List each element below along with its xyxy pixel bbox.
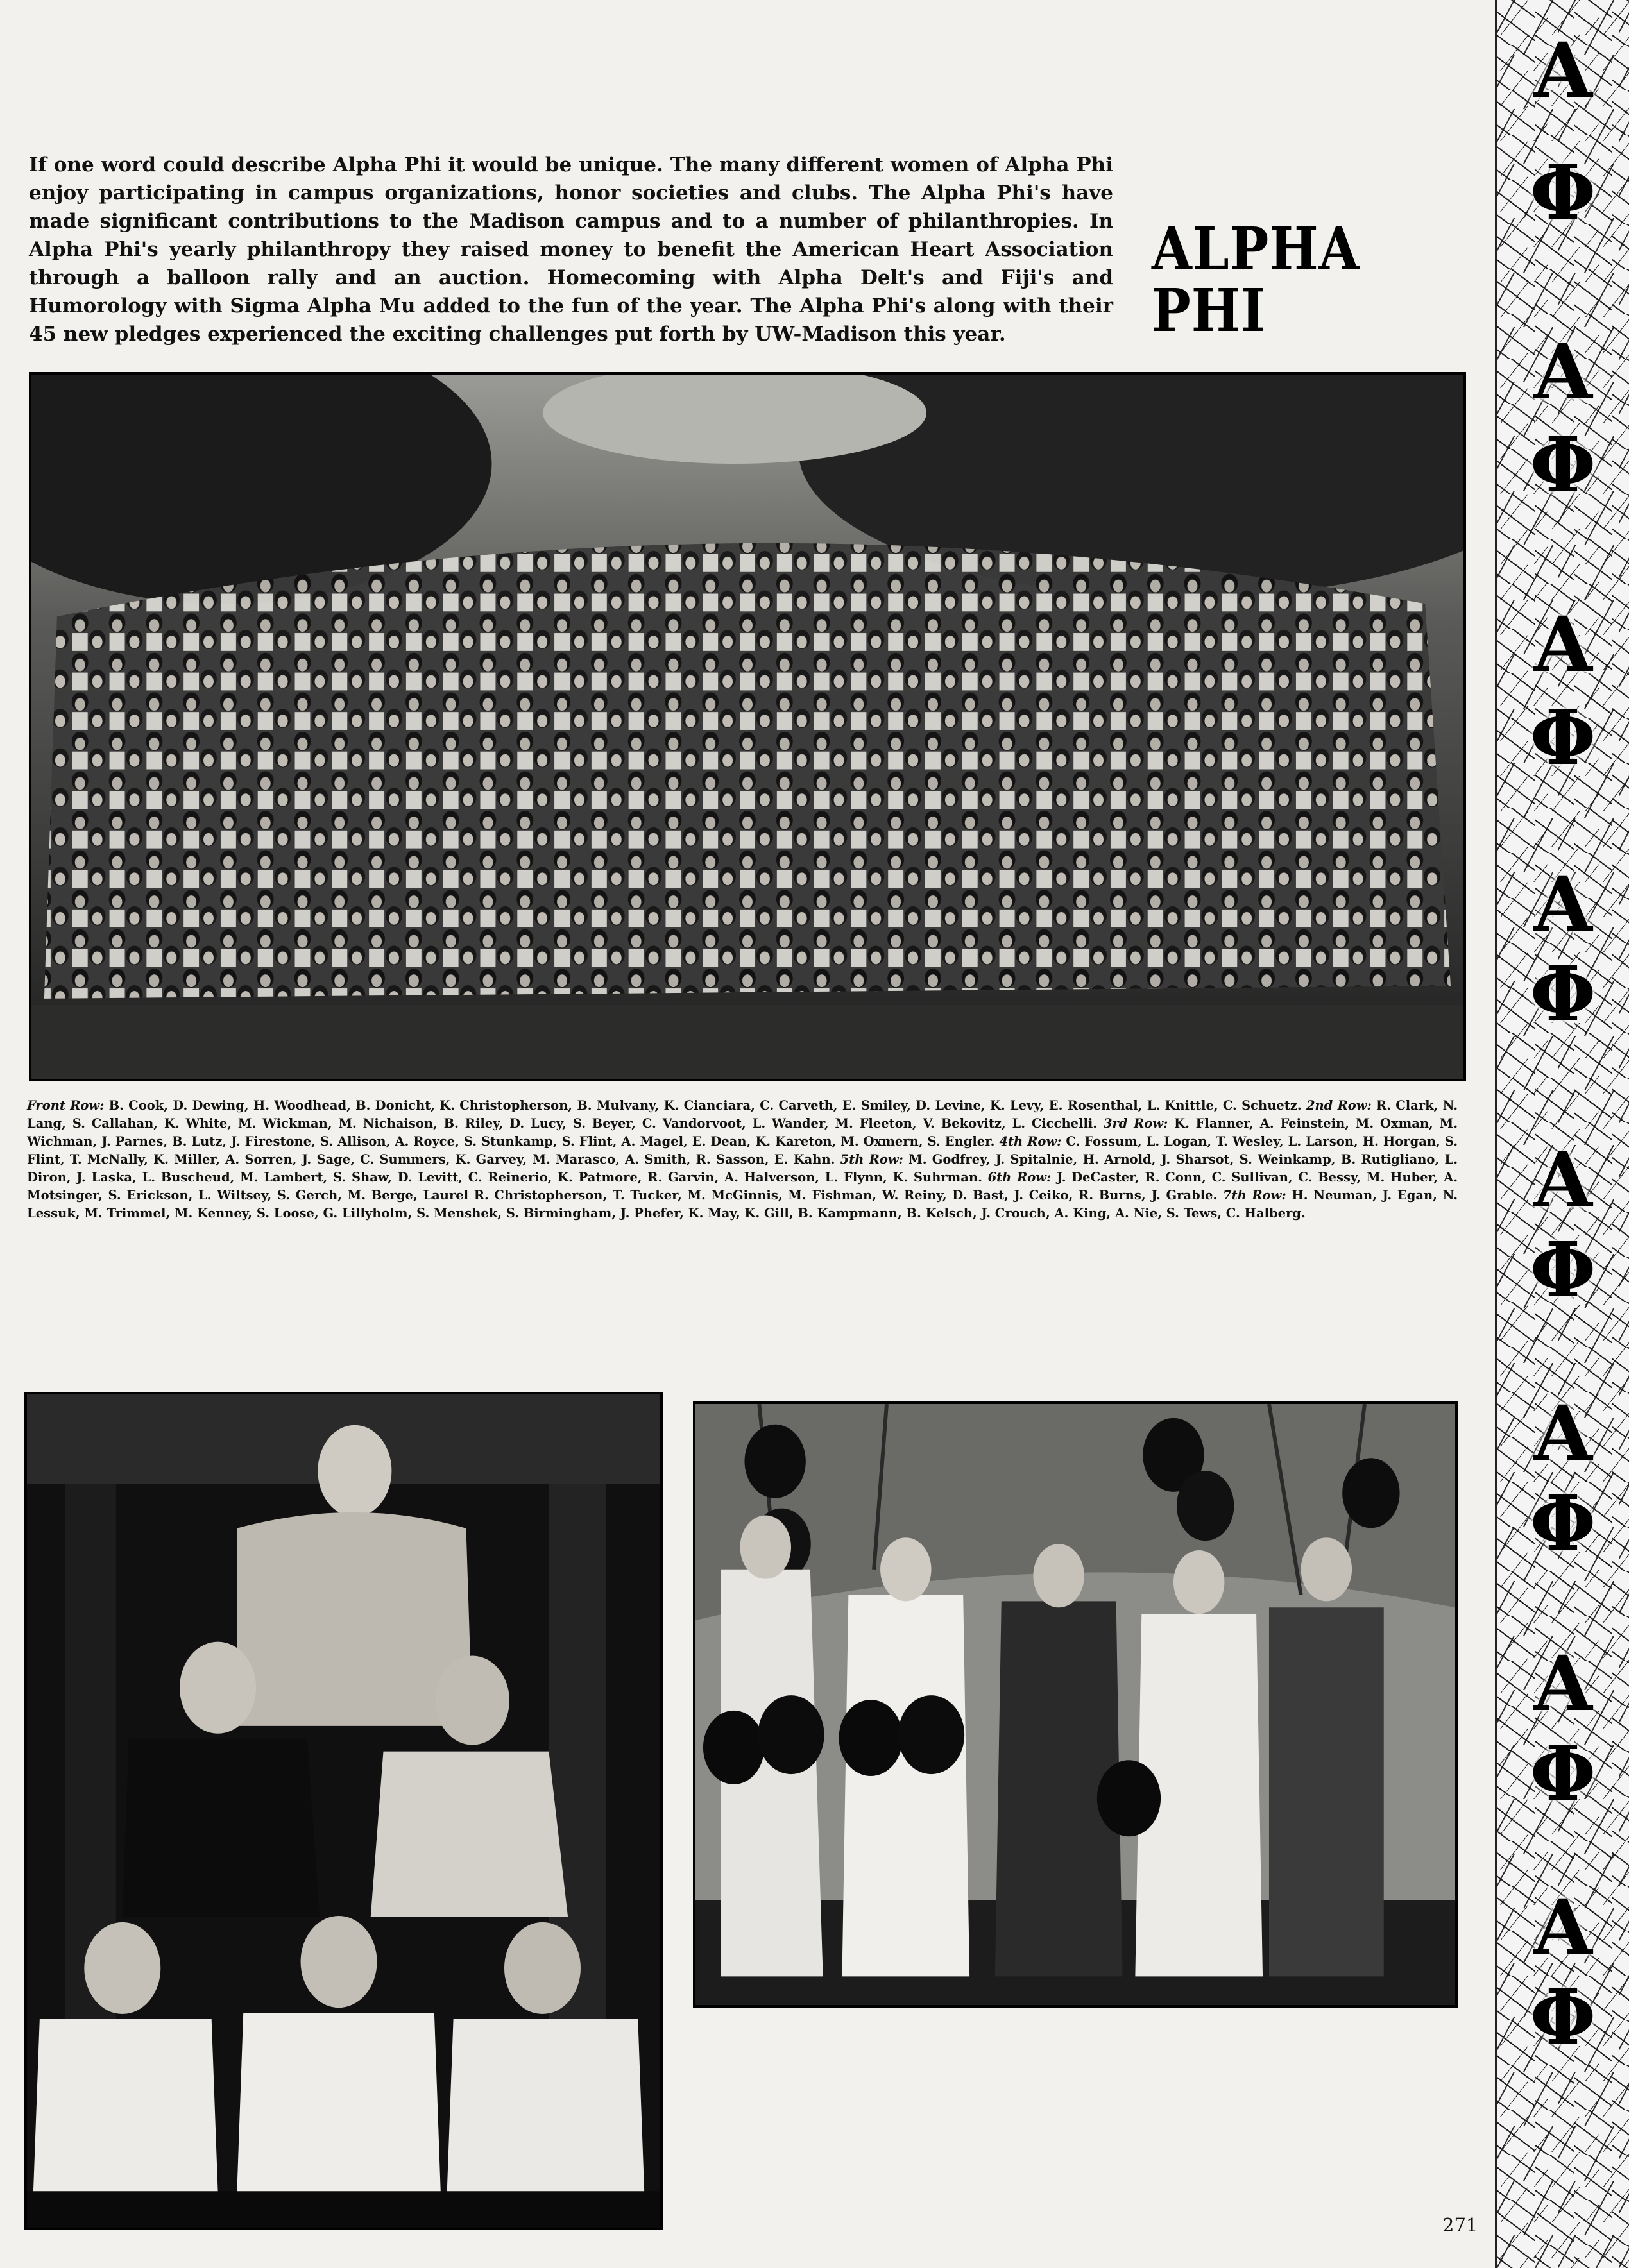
sidebar-alpha-1: Α — [1533, 26, 1592, 115]
caption-3rd-row: K. Flanner, A. Feinstein, M. Oxman, M. Wichman, J. Parnes, B. Lutz, J. Firestone, S. Allison, A. Royce, S. Stunkamp, S. Flint, A. Magel, E. Dean, K. Kareton, M. Oxmern, S. Engler. — [27, 1116, 1458, 1149]
caption-2nd-row: R. Clark, N. Lang, S. Callahan, K. White, M. Wickman, M. Nichaison, B. Riley, D. Lucy, S. Beyer, C. Vandorvoot, L. Wander, M. Fleeton, V. Bekovitz, L. Cicchelli. — [27, 1098, 1458, 1131]
caption-2nd-row-label: 2nd Row: — [1306, 1098, 1372, 1113]
group-photo-image — [31, 375, 1463, 1079]
sidebar-alpha-4: Α — [1533, 859, 1592, 949]
caption-6th-row: J. DeCaster, R. Conn, C. Sullivan, C. Bessy, M. Huber, A. Motsinger, S. Erickson, L. Wiltsey, S. Gerch, M. Berge, Laurel R. Christopherson, T. Tucker, M. McGinnis, M. Fishman, W. Reiny, D. Bast, J. Ceiko, R. Burns, J. Grable. — [27, 1170, 1458, 1203]
balloon-photo — [693, 1401, 1458, 2008]
caption-6th-row-label: 6th Row: — [987, 1170, 1052, 1185]
group-photo — [29, 372, 1466, 1081]
caption-4th-row: C. Fossum, L. Logan, T. Wesley, L. Larson, H. Horgan, S. Flint, T. McNally, K. Miller, A. Sorren, J. Sage, C. Summers, K. Garvey, M. Marasco, A. Smith, R. Sasson, E. Kahn. — [27, 1134, 1458, 1167]
caption-7th-row-label: 7th Row: — [1223, 1188, 1286, 1203]
intro-paragraph: If one word could describe Alpha Phi it would be unique. The many different women of Alpha Phi enjoy participating in campus organizations, honor societies and clubs. The Alpha Phi's have made significant contributions to the Madison campus and to a number of philanthropies. In Alpha Phi's yearly philanthropy they raised money to benefit the American Heart Association through a balloon rally and an auction. Homecoming with Alpha Delt's and Fiji's and Humorology with Sigma Alpha Mu added to the fun of the year. The Alpha Phi's along with their 45 new pledges experienced the exciting challenges put forth by UW-Madison this year. — [29, 153, 1113, 346]
sidebar-phi-6: Φ — [1530, 1478, 1596, 1568]
caption-7th-row: H. Neuman, J. Egan, N. Lessuk, M. Trimmel, M. Kenney, S. Loose, G. Lillyholm, S. Menshek, S. Birmingham, J. Phefer, K. May, K. Gill, B. Kampmann, B. Kelsch, J. Crouch, A. King, A. Nie, S. Tews, C. Halberg. — [27, 1188, 1458, 1221]
sidebar-phi-3: Φ — [1530, 693, 1596, 782]
sidebar-phi-1: Φ — [1530, 148, 1596, 237]
sidebar-phi-4: Φ — [1530, 949, 1596, 1038]
greek-letter-sidebar — [1495, 0, 1629, 2268]
caption-5th-row-label: 5th Row: — [840, 1152, 903, 1167]
caption-5th-row: M. Godfrey, J. Spitalnie, H. Arnold, J. Sharsot, S. Weinkamp, B. Rutigliano, L. Diron, J. Laska, L. Buscheud, M. Lambert, S. Shaw, D. Levitt, C. Reinerio, K. Patmore, R. Garvin, A. Halverson, L. Flynn, K. Suhrman. — [27, 1152, 1458, 1185]
page-number: 271 — [1442, 2214, 1478, 2236]
sidebar-alpha-8: Α — [1533, 1883, 1592, 1972]
balloon-photo-image — [695, 1404, 1455, 2005]
sidebar-alpha-6: Α — [1533, 1389, 1592, 1478]
sidebar-alpha-3: Α — [1533, 600, 1592, 689]
sidebar-alpha-2: Α — [1533, 327, 1592, 416]
caption-front-row: B. Cook, D. Dewing, H. Woodhead, B. Donicht, K. Christopherson, B. Mulvany, K. Cianciara, C. Carveth, E. Smiley, D. Levine, K. Levy, E. Rosenthal, L. Knittle, C. Schuetz. — [104, 1098, 1306, 1113]
sidebar-phi-5: Φ — [1530, 1225, 1596, 1314]
photo-caption — [27, 1097, 1458, 1223]
caption-4th-row-label: 4th Row: — [999, 1134, 1062, 1149]
sidebar-phi-8: Φ — [1530, 1972, 1596, 2061]
sidebar-alpha-5: Α — [1533, 1135, 1592, 1224]
caption-3rd-row-label: 3rd Row: — [1103, 1116, 1168, 1131]
sidebar-phi-2: Φ — [1530, 420, 1596, 509]
caption-front-row-label: Front Row: — [27, 1098, 105, 1113]
pyramid-photo-image — [27, 1394, 660, 2228]
sidebar-phi-7: Φ — [1530, 1729, 1596, 1818]
page-title — [1152, 214, 1360, 345]
title-line-1: ALPHA — [1152, 214, 1360, 284]
sidebar-alpha-7: Α — [1533, 1639, 1592, 1728]
pyramid-photo — [24, 1392, 663, 2230]
title-line-2: PHI — [1152, 276, 1266, 345]
